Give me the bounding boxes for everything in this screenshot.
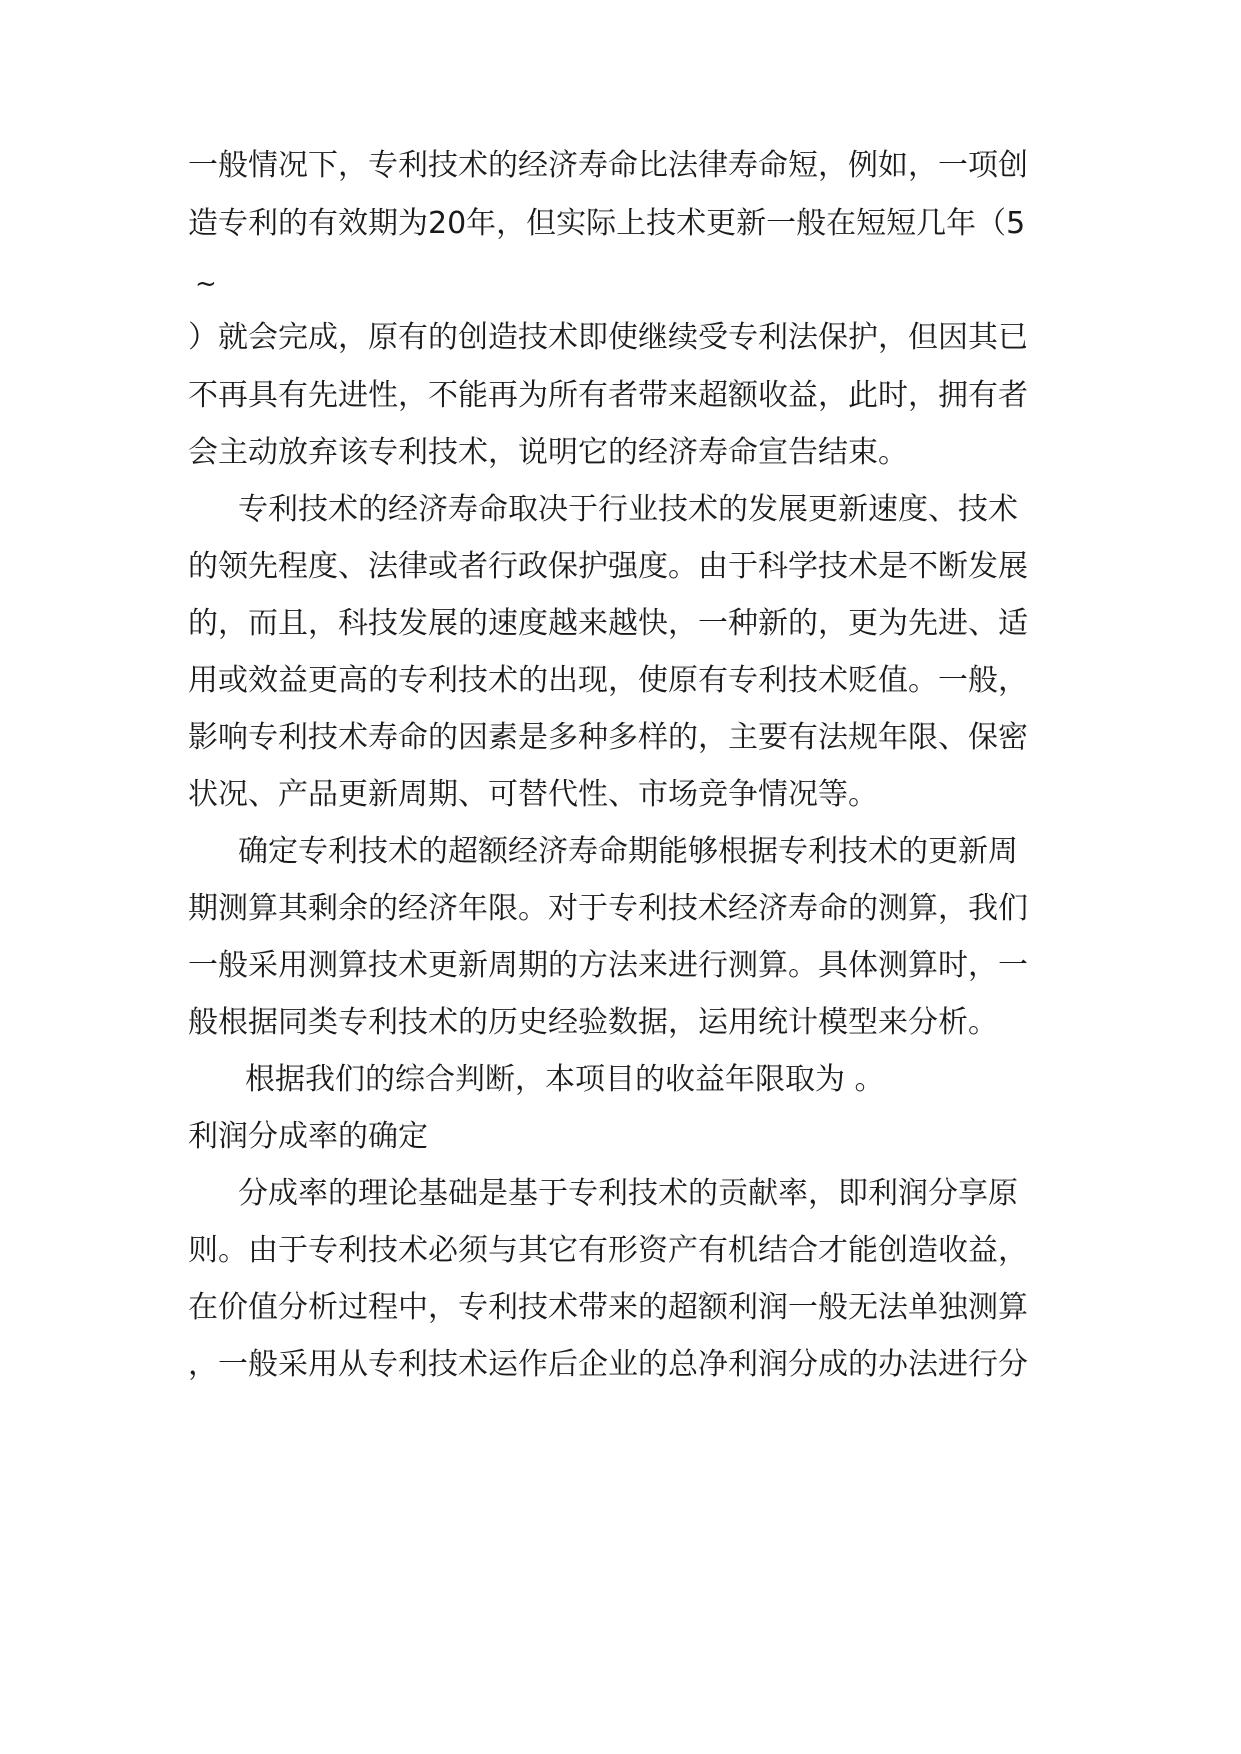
text-line: 造专利的有效期为20年，但实际上技术更新一般在短短几年（5: [188, 206, 1026, 241]
paragraph-first-line: 专利技术的经济寿命取决于行业技术的发展更新速度、技术: [238, 492, 1018, 527]
text-line: 状况、产品更新周期、可替代性、市场竞争情况等。: [188, 777, 878, 812]
text-line: 一般采用测算技术更新周期的方法来进行测算。具体测算时，一: [188, 948, 1028, 983]
text-line: 会主动放弃该专利技术，说明它的经济寿命宣告结束。: [188, 435, 908, 470]
text-line: 影响专利技术寿命的因素是多种多样的，主要有法规年限、保密: [188, 720, 1028, 755]
section-heading: 利润分成率的确定: [188, 1119, 428, 1154]
text-line: 期测算其剩余的经济年限。对于专利技术经济寿命的测算，我们: [188, 891, 1028, 926]
text-line: 的，而且，科技发展的速度越来越快，一种新的，更为先进、适: [188, 606, 1028, 641]
text-line: 用或效益更高的专利技术的出现，使原有专利技术贬值。一般，: [188, 663, 1028, 698]
text-line: 在价值分析过程中，专利技术带来的超额利润一般无法单独测算: [188, 1290, 1028, 1325]
text-line: 一般情况下，专利技术的经济寿命比法律寿命短，例如，一项创: [188, 148, 1028, 183]
text-line: ，一般采用从专利技术运作后企业的总净利润分成的办法进行分: [188, 1347, 1028, 1382]
text-line: 则。由于专利技术必须与其它有形资产有机结合才能创造收益，: [188, 1233, 1028, 1268]
paragraph-first-line: 分成率的理论基础是基于专利技术的贡献率，即利润分享原: [238, 1176, 1018, 1211]
text-line: 般根据同类专利技术的历史经验数据，运用统计模型来分析。: [188, 1005, 998, 1040]
paragraph-first-line: 确定专利技术的超额经济寿命期能够根据专利技术的更新周: [238, 834, 1018, 869]
text-line: ）就会完成，原有的创造技术即使继续受专利法保护，但因其已: [188, 320, 1028, 355]
text-line: 不再具有先进性，不能再为所有者带来超额收益，此时，拥有者: [188, 378, 1028, 413]
paragraph-first-line: 根据我们的综合判断，本项目的收益年限取为 。: [245, 1062, 885, 1097]
text-line: 的领先程度、法律或者行政保护强度。由于科学技术是不断发展: [188, 549, 1028, 584]
text-line: ~: [195, 269, 217, 299]
